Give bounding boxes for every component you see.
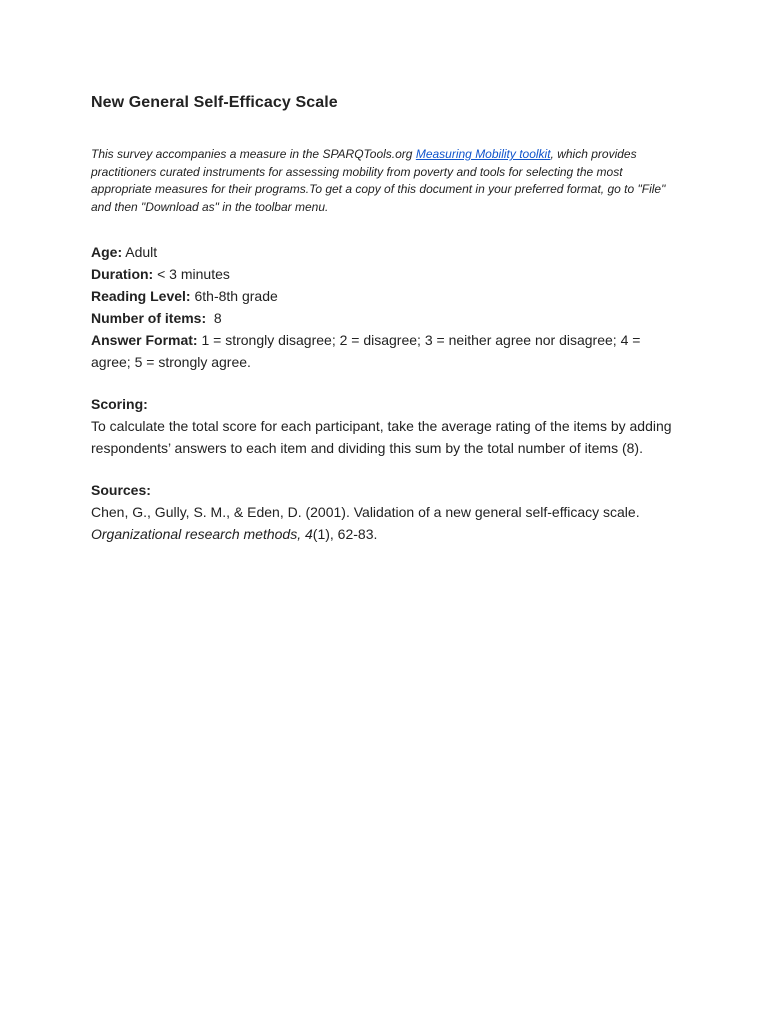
age-value: Adult <box>122 244 158 261</box>
age-line <box>91 241 678 263</box>
measure-details <box>91 241 678 373</box>
scoring-body: To calculate the total score for each participant, take the average rating of the items by adding respondents’ answers to each item and dividing this sum by the total number of items (8). <box>91 418 672 457</box>
answer-format-value: 1 = strongly disagree; 2 = disagree; 3 = neither agree nor disagree; 4 = agree; 5 = strongly agree. <box>91 332 641 371</box>
duration-value: < 3 minutes <box>153 266 230 283</box>
sources-heading: Sources: <box>91 482 151 499</box>
source-citation <box>91 501 681 545</box>
citation-issue-pages: (1), 62-83. <box>312 526 378 543</box>
reading-level-label: Reading Level: <box>91 288 191 305</box>
duration-line <box>91 263 678 285</box>
intro-text-end: , which provides practitioners curated instruments for assessing mobility from poverty and tools for selecting the most appropriate measures for their programs.To get a copy of this document in your preferred format, go to "File" and then "Download as" in the toolbar menu. <box>91 147 666 214</box>
number-of-items-label: Number of items: <box>91 310 207 327</box>
intro-text-start: This survey accompanies a measure in the SPARQTools.org <box>91 147 416 161</box>
reading-level-line <box>91 285 678 307</box>
reading-level-value: 6th-8th grade <box>190 288 278 305</box>
number-of-items-line <box>91 307 678 329</box>
age-label: Age: <box>91 244 123 261</box>
intro-paragraph <box>91 146 681 216</box>
answer-format-line <box>91 329 678 373</box>
answer-format-label: Answer Format: <box>91 332 198 349</box>
duration-label: Duration: <box>91 266 154 283</box>
citation-authors-title: Chen, G., Gully, S. M., & Eden, D. (2001). Validation of a new general self-efficacy scale. <box>91 504 640 521</box>
scoring-section <box>91 393 678 459</box>
page-title: New General Self-Efficacy Scale <box>91 94 338 111</box>
scoring-heading: Scoring: <box>91 396 148 413</box>
number-of-items-value: 8 <box>206 310 222 327</box>
citation-journal: Organizational research methods, 4 <box>91 526 313 543</box>
sources-section <box>91 479 678 545</box>
measuring-mobility-toolkit-link[interactable]: Measuring Mobility toolkit <box>415 147 551 161</box>
